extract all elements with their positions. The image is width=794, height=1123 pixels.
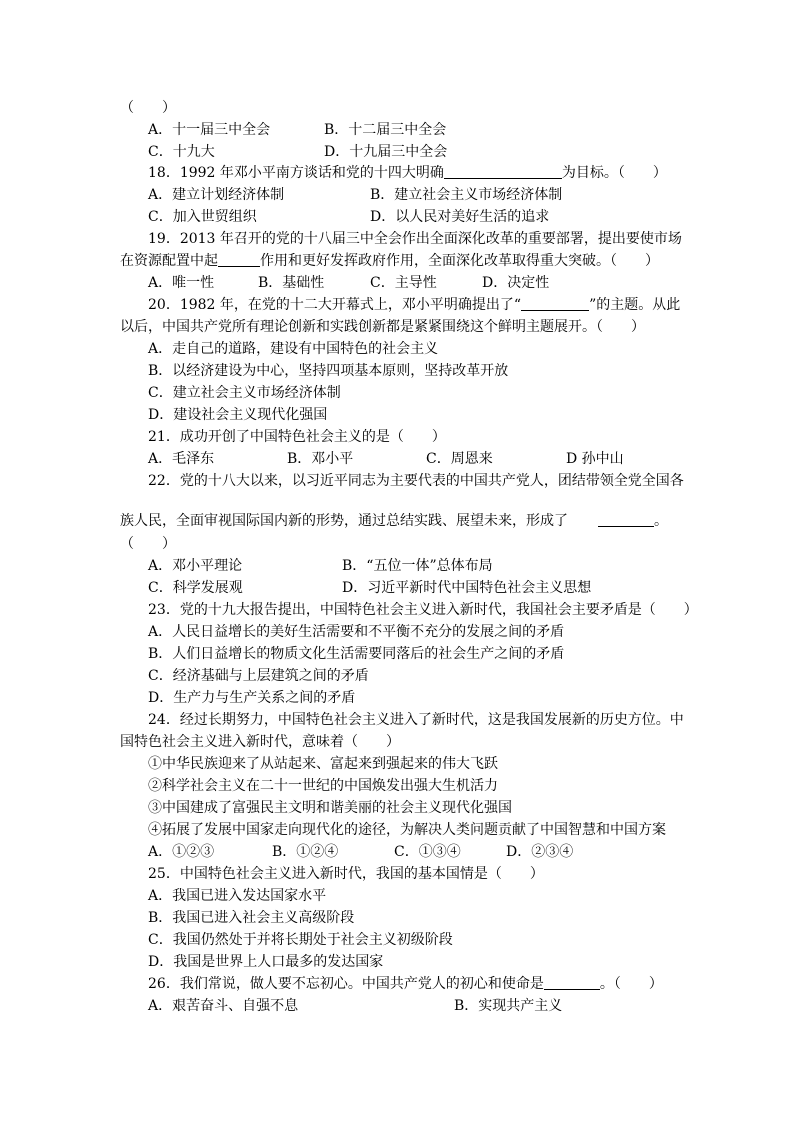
q20-stem-line1 [148,295,680,315]
q23-stem: 23．党的十九大报告提出，中国特色社会主义进入新时代，我国社会主要矛盾是（ ） [148,602,698,618]
q21-option-a[interactable]: A．毛泽东 [148,451,215,467]
q22-stem-tail: 。 [654,513,668,529]
q23-option-b[interactable]: B．人们日益增长的物质文化生活需要同落后的社会生产之间的矛盾 [148,646,565,662]
q24-option-c[interactable]: C．①③④ [394,844,461,860]
q20-stem-text: 20．1982 年，在党的十二大开幕式上，邓小平明确提出了“ [148,297,522,313]
q21-option-b[interactable]: B．邓小平 [287,451,354,467]
q18-stem-text: 18．1992 年邓小平南方谈话和党的十四大明确 [148,165,444,181]
q24-statement-4: ④拓展了发展中国家走向现代化的途径，为解决人类问题贡献了中国智慧和中国方案 [148,822,666,838]
q24-option-b[interactable]: B．①②④ [272,844,339,860]
q24-statement-3: ③中国建成了富强民主文明和谐美丽的社会主义现代化强国 [148,800,512,816]
q26-stem-text: 26．我们常说，做人要不忘初心。中国共产党人的初心和使命是 [148,976,544,992]
q25-option-b[interactable]: B．我国已进入社会主义高级阶段 [148,910,355,926]
q22-stem-line1: 22．党的十八大以来，以习近平同志为主要代表的中国共产党人，团结带领全党全国各 [148,473,684,489]
q17-option-c[interactable]: C．十九大 [148,144,215,160]
q22-stem-text: 族人民，全面审视国际国内新的形势，通过总结实践、展望未来，形成了 [120,513,568,529]
q20-option-d[interactable]: D．建设社会主义现代化强国 [148,407,328,423]
q19-stem-text: 在资源配置中起 [120,253,218,269]
q17-option-d[interactable]: D．十九届三中全会 [324,144,448,160]
q20-option-a[interactable]: A．走自己的道路，建设有中国特色的社会主义 [148,341,439,357]
q20-stem-tail: ”的主题。从此 [589,297,681,313]
q22-option-a[interactable]: A．邓小平理论 [148,558,243,574]
q26-stem [148,974,663,994]
q17-option-a[interactable]: A．十一届三中全会 [148,122,271,138]
q18-answer-blank[interactable] [444,164,562,179]
q22-option-d[interactable]: D．习近平新时代中国特色社会主义思想 [342,580,592,596]
q21-option-c[interactable]: C．周恩来 [426,451,493,467]
q26-stem-tail: 。（ ） [599,976,663,992]
q22-answer-paren: （ ） [120,536,176,552]
q20-option-b[interactable]: B．以经济建设为中心，坚持四项基本原则，坚持改革开放 [148,363,509,379]
q18-stem-tail: 为目标。（ ） [561,165,667,181]
q18-option-b[interactable]: B．建立社会主义市场经济体制 [370,187,563,203]
q19-stem-tail: 作用和更好发挥政府作用，全面深化改革取得重大突破。（ ） [260,253,659,269]
q18-stem [148,163,667,183]
q26-option-a[interactable]: A．艰苦奋斗、自强不息 [148,998,299,1014]
q22-option-b[interactable]: B．“五位一体”总体布局 [342,558,493,574]
q24-option-a[interactable]: A．①②③ [148,844,215,860]
q26-answer-blank[interactable] [544,975,600,990]
q17-answer-paren: （ ） [120,100,176,116]
q19-answer-blank[interactable] [218,252,260,267]
q20-answer-blank[interactable] [521,296,589,311]
q19-stem-line2 [120,251,659,271]
q24-statement-1: ①中华民族迎来了从站起来、富起来到强起来的伟大飞跃 [148,756,498,772]
q23-option-c[interactable]: C．经济基础与上层建筑之间的矛盾 [148,668,369,684]
q24-stem-line2: 国特色社会主义进入新时代，意味着（ ） [120,734,400,750]
q21-option-d[interactable]: D 孙中山 [566,451,624,467]
q19-option-d[interactable]: D．决定性 [482,275,550,291]
q24-statement-2: ②科学社会主义在二十一世纪的中国焕发出强大生机活力 [148,778,498,794]
q18-option-d[interactable]: D．以人民对美好生活的追求 [370,209,550,225]
q19-option-b[interactable]: B．基础性 [258,275,325,291]
q18-option-a[interactable]: A．建立计划经济体制 [148,187,285,203]
q25-stem: 25．中国特色社会主义进入新时代，我国的基本国情是（ ） [148,866,544,882]
q23-option-d[interactable]: D．生产力与生产关系之间的矛盾 [148,690,356,706]
q23-option-a[interactable]: A．人民日益增长的美好生活需要和不平衡不充分的发展之间的矛盾 [148,624,565,640]
q19-option-a[interactable]: A．唯一性 [148,275,215,291]
q24-stem-line1: 24．经过长期努力，中国特色社会主义进入了新时代，这是我国发展新的历史方位。中 [148,712,684,728]
q20-stem-line2: 以后，中国共产党所有理论创新和实践创新都是紧紧围绕这个鲜明主题展开。（ ） [120,319,645,335]
q18-option-c[interactable]: C．加入世贸组织 [148,209,257,225]
q22-option-c[interactable]: C．科学发展观 [148,580,243,596]
q25-option-d[interactable]: D．我国是世界上人口最多的发达国家 [148,954,384,970]
q21-stem: 21．成功开创了中国特色社会主义的是（ ） [148,429,446,445]
q25-option-c[interactable]: C．我国仍然处于并将长期处于社会主义初级阶段 [148,932,453,948]
q26-option-b[interactable]: B．实现共产主义 [454,998,563,1014]
q22-stem-line2 [120,511,668,531]
q17-option-b[interactable]: B．十二届三中全会 [324,122,447,138]
q24-option-d[interactable]: D．②③④ [506,844,574,860]
q20-option-c[interactable]: C．建立社会主义市场经济体制 [148,385,341,401]
q25-option-a[interactable]: A．我国已进入发达国家水平 [148,888,327,904]
q19-option-c[interactable]: C．主导性 [370,275,437,291]
q19-stem-line1: 19．2013 年召开的党的十八届三中全会作出全面深化改革的重要部署，提出要使市场 [148,231,682,247]
q22-answer-blank[interactable] [598,512,654,527]
